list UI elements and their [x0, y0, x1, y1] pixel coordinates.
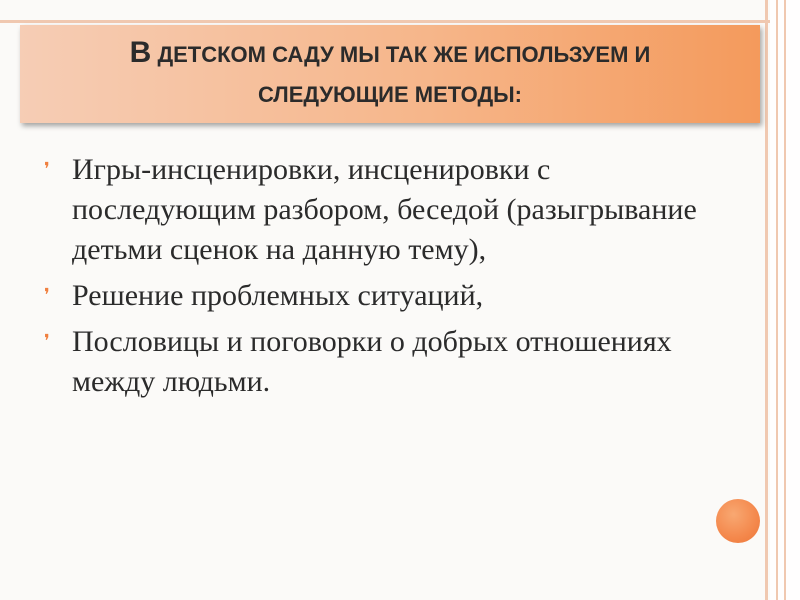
list-item: [44, 322, 704, 402]
list-item-text: Решение проблемных ситуаций,: [72, 279, 484, 312]
slide-title-line-1: [130, 33, 651, 75]
bullet-icon: ❜: [44, 159, 50, 180]
list-item-text: Игры-инсценировки, инсценировки с последующим разбором, беседой (разыгрывание детьми сценок на данную тему),: [72, 153, 697, 266]
bullet-icon: ❜: [44, 331, 50, 352]
list-item: [44, 276, 704, 316]
top-border-line: [0, 20, 800, 23]
bullet-list: [44, 150, 704, 408]
frame-line-1: [765, 0, 768, 600]
slide-title-line-2: СЛЕДУЮЩИЕ МЕТОДЫ:: [257, 82, 523, 107]
frame-line-2: [776, 0, 778, 600]
frame-line-3: [784, 0, 786, 600]
bullet-icon: ❜: [44, 285, 50, 306]
list-item: [44, 150, 704, 270]
decorative-orange-circle: [716, 499, 760, 543]
title-line-1-text: ДЕТСКОМ САДУ МЫ ТАК ЖЕ ИСПОЛЬЗУЕМ И: [157, 42, 651, 67]
list-item-text: Пословицы и поговорки о добрых отношениях между людьми.: [72, 325, 672, 398]
slide-title-box: [20, 25, 760, 123]
title-first-letter: В: [129, 36, 152, 69]
